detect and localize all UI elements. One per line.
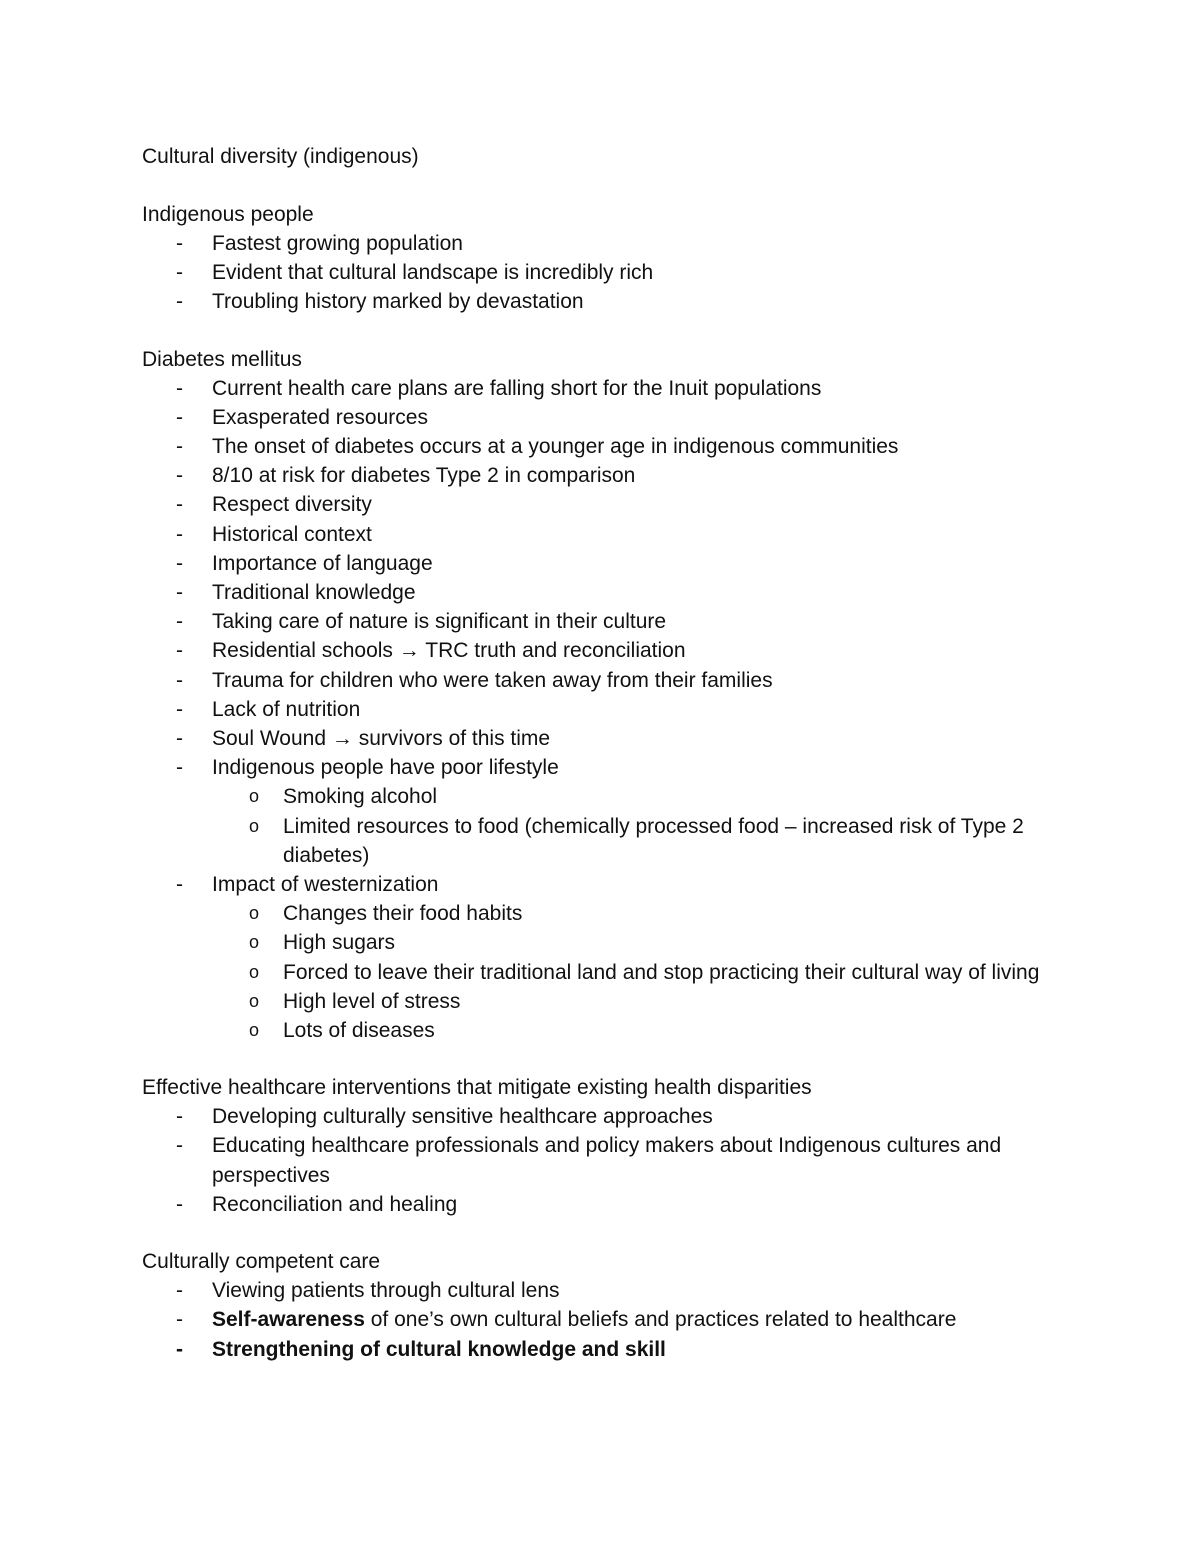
dash-marker: -	[176, 493, 183, 517]
section-indigenous-people	[142, 200, 1062, 317]
circle-marker: o	[249, 1020, 260, 1041]
list-item: - Self-awareness of one’s own cultural beliefs and practices related to healthcare	[142, 1305, 1062, 1334]
list-item: - 8/10 at risk for diabetes Type 2 in comparison	[142, 461, 1062, 490]
bullet-list	[142, 229, 1062, 317]
dash-marker: -	[176, 873, 183, 897]
dash-marker: -	[176, 756, 183, 780]
dash-marker: -	[176, 697, 183, 721]
dash-marker: -	[176, 405, 183, 429]
list-item: - Fastest growing population	[142, 229, 1062, 258]
dash-marker: -	[176, 290, 183, 314]
dash-marker: -	[176, 610, 183, 634]
circle-marker: o	[249, 990, 260, 1011]
circle-marker: o	[249, 786, 260, 807]
dash-marker: -	[176, 376, 183, 400]
bullet-list	[142, 1102, 1062, 1219]
dash-marker: -	[176, 1279, 183, 1303]
dash-marker: -	[176, 551, 183, 575]
list-item: - Taking care of nature is significant in their culture	[142, 607, 1062, 636]
dash-marker: -	[176, 1337, 183, 1361]
dash-marker: -	[176, 261, 183, 285]
sub-list-item: o Changes their food habits	[142, 899, 1062, 928]
list-item: - Residential schools → TRC truth and reconciliation	[142, 636, 1062, 665]
list-item: - Soul Wound → survivors of this time	[142, 724, 1062, 753]
document-title: Cultural diversity (indigenous)	[142, 145, 419, 168]
right-arrow-icon: →	[398, 639, 420, 663]
list-item: - Developing culturally sensitive healthcare approaches	[142, 1102, 1062, 1131]
section-healthcare-interventions	[142, 1073, 1062, 1219]
circle-marker: o	[249, 815, 260, 836]
dash-marker: -	[176, 1308, 183, 1332]
list-item: - Trauma for children who were taken away from their families	[142, 666, 1062, 695]
dash-marker: -	[176, 522, 183, 546]
list-item: - Traditional knowledge	[142, 578, 1062, 607]
section-culturally-competent-care	[142, 1247, 1062, 1364]
list-item: - Viewing patients through cultural lens	[142, 1276, 1062, 1305]
sub-list-item: o High level of stress	[142, 987, 1062, 1016]
circle-marker: o	[249, 932, 260, 953]
list-item: - Evident that cultural landscape is incredibly rich	[142, 258, 1062, 287]
list-item: - Impact of westernization	[142, 870, 1062, 899]
dash-marker: -	[176, 639, 183, 663]
list-item: - Respect diversity	[142, 490, 1062, 519]
section-diabetes-mellitus	[142, 345, 1062, 1046]
dash-marker: -	[176, 1105, 183, 1129]
list-item: - Lack of nutrition	[142, 695, 1062, 724]
list-item: - Strengthening of cultural knowledge and skill	[142, 1335, 1062, 1364]
dash-marker: -	[176, 232, 183, 255]
sub-list-item: o High sugars	[142, 928, 1062, 957]
list-item: - Exasperated resources	[142, 403, 1062, 432]
list-item: - Educating healthcare professionals and policy makers about Indigenous cultures and perspectives	[142, 1131, 1062, 1189]
sub-list-item: o Limited resources to food (chemically processed food – increased risk of Type 2 diabetes)	[142, 812, 1062, 870]
document-page	[142, 142, 1062, 1392]
list-item: - Troubling history marked by devastation	[142, 287, 1062, 316]
dash-marker: -	[176, 464, 183, 488]
dash-marker: -	[176, 727, 183, 751]
bullet-list	[142, 374, 1062, 1046]
dash-marker: -	[176, 1192, 183, 1216]
list-item: - The onset of diabetes occurs at a younger age in indigenous communities	[142, 432, 1062, 461]
bold-term: Self-awareness	[212, 1308, 365, 1332]
list-item: - Indigenous people have poor lifestyle	[142, 753, 1062, 782]
section-heading: Effective healthcare interventions that mitigate existing health disparities	[142, 1076, 812, 1100]
sub-list-item: o Smoking alcohol	[142, 782, 1062, 811]
dash-marker: -	[176, 668, 183, 692]
bullet-list	[142, 1276, 1062, 1364]
dash-marker: -	[176, 581, 183, 605]
dash-marker: -	[176, 435, 183, 459]
list-item: - Historical context	[142, 520, 1062, 549]
right-arrow-icon: →	[331, 727, 353, 751]
section-heading: Indigenous people	[142, 203, 314, 226]
list-item: - Importance of language	[142, 549, 1062, 578]
sub-list-item: o Forced to leave their traditional land and stop practicing their cultural way of living	[142, 958, 1062, 987]
dash-marker: -	[176, 1134, 183, 1158]
list-item: - Current health care plans are falling short for the Inuit populations	[142, 374, 1062, 403]
circle-marker: o	[249, 903, 260, 924]
section-heading: Diabetes mellitus	[142, 347, 302, 371]
section-heading: Culturally competent care	[142, 1250, 381, 1274]
sub-list-item: o Lots of diseases	[142, 1016, 1062, 1045]
list-item: - Reconciliation and healing	[142, 1190, 1062, 1219]
circle-marker: o	[249, 961, 260, 982]
